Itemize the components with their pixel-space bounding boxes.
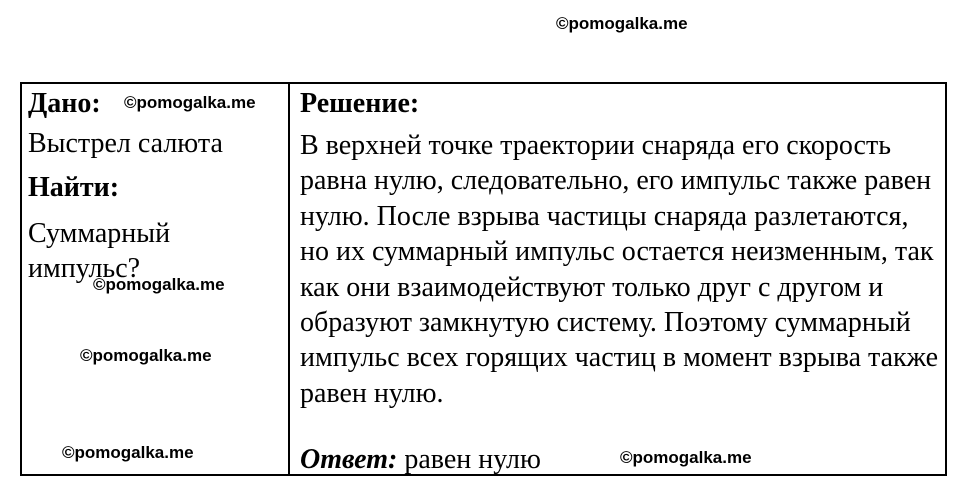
find-heading: Найти:	[28, 172, 120, 203]
column-divider	[288, 84, 290, 474]
watermark-left-2: ©pomogalka.me	[80, 346, 212, 365]
watermark-answer: ©pomogalka.me	[620, 448, 752, 467]
solution-text: В верхней точке траектории снаряда его скорость равна нулю, следовательно, его импульс также равен нулю. После взрыва частицы снаряда разлетаются, но их суммарный импульс остается неизменным, так как они взаимодействуют только друг с другом и образуют замкнутую систему. Поэтому суммарный импульс всех горящих частиц в момент взрыва также равен нулю.	[300, 130, 939, 409]
answer-line	[300, 446, 541, 474]
watermark-given: ©pomogalka.me	[124, 93, 256, 112]
find-text: Суммарный импульс?	[28, 218, 171, 284]
watermark-left-3: ©pomogalka.me	[62, 443, 194, 462]
answer-label: Ответ:	[300, 444, 398, 475]
answer-text: равен нулю	[404, 444, 541, 475]
watermark-top: ©pomogalka.me	[556, 14, 688, 33]
watermark-left-1: ©pomogalka.me	[93, 275, 225, 294]
given-heading: Дано:	[28, 88, 101, 119]
solution-heading: Решение:	[300, 88, 420, 119]
given-text: Выстрел салюта	[28, 128, 223, 159]
